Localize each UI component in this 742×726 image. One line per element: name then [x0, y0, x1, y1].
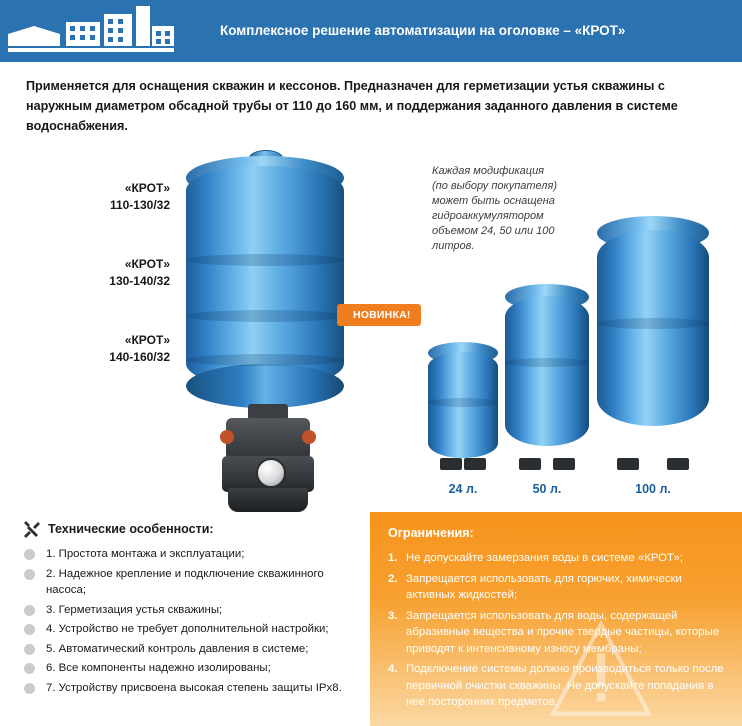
page-title: Комплексное решение автоматизации на оголовке – «КРОТ»	[220, 23, 626, 38]
list-item-number: 1.	[388, 552, 398, 564]
list-item	[388, 661, 726, 711]
list-item	[22, 641, 360, 658]
acc-foot	[617, 458, 639, 470]
intro-text: Применяется для оснащения скважин и кессонов. Предназначен для герметизации устья скважины с наружным диаметром обсадной трубы от 110 до 160 мм, и поддержания заданного давления в системе водоснабжения.	[26, 79, 678, 133]
acc-label: 100 л.	[635, 482, 671, 496]
wrench-screwdriver-icon	[22, 520, 40, 538]
model-label-code: 130-140/32	[109, 274, 170, 288]
model-label	[0, 180, 170, 214]
restrictions-list	[388, 550, 726, 711]
list-item-number: 3.	[388, 609, 398, 622]
list-item-text: 2. Надежное крепление и подключение скважинного насоса;	[46, 567, 324, 596]
page-header	[0, 0, 742, 62]
accumulator-24	[428, 320, 498, 496]
unit-side-cap	[302, 430, 316, 444]
list-item-text: Подключение системы должно производиться только после первичной очистки скважины. Не допускайте попадания в нее посторонних предметов.	[406, 663, 724, 708]
features-title: Технические особенности:	[48, 522, 214, 536]
bottom-section	[0, 512, 742, 726]
bullet-dot-icon	[24, 644, 35, 655]
acc-label: 50 л.	[532, 482, 562, 496]
bullet-dot-icon	[24, 624, 35, 635]
features-list	[22, 546, 360, 696]
bullet-dot-icon	[24, 683, 35, 694]
model-label-name: «КРОТ»	[124, 257, 170, 271]
main-tank-image	[186, 150, 344, 420]
list-item-text: Не допускайте замерзания воды в системе «КРОТ»;	[406, 552, 683, 564]
acc-foot	[440, 458, 462, 470]
acc-foot	[519, 458, 541, 470]
acc-seam	[428, 398, 498, 407]
list-item-text: 3. Герметизация устья скважины;	[46, 603, 223, 616]
features-header	[22, 520, 360, 538]
list-item	[22, 621, 360, 638]
model-label-name: «КРОТ»	[124, 333, 170, 347]
list-item	[388, 550, 726, 567]
accumulator-note: Каждая модификация (по выбору покупателя) может быть оснащена гидроаккумулятором объемом 24, 50 или 100 литров.	[432, 165, 558, 252]
list-item-text: 6. Все компоненты надежно изолированы;	[46, 662, 271, 674]
product-illustration	[0, 142, 742, 512]
restrictions-panel	[370, 512, 742, 726]
list-item-number: 2.	[388, 572, 398, 585]
bullet-dot-icon	[24, 663, 35, 674]
unit-base	[228, 488, 308, 512]
list-item-text: 5. Автоматический контроль давления в системе;	[46, 642, 309, 655]
list-item	[22, 680, 360, 697]
list-item-text: 1. Простота монтажа и эксплуатации;	[46, 548, 245, 560]
acc-foot	[667, 458, 689, 470]
model-label-code: 140-160/32	[109, 350, 170, 364]
wellhead-unit-image	[222, 404, 314, 514]
list-item-number: 4.	[388, 663, 398, 675]
features-panel	[0, 512, 370, 726]
unit-head	[226, 418, 310, 460]
acc-seam	[597, 318, 709, 329]
list-item	[388, 608, 726, 658]
logo	[0, 0, 220, 62]
list-item-text: 7. Устройству присвоена высокая степень защиты IPx8.	[46, 681, 342, 694]
acc-seam	[505, 358, 589, 367]
model-label	[0, 332, 170, 366]
unit-side-cap	[220, 430, 234, 444]
model-label-code: 110-130/32	[109, 198, 170, 212]
acc-foot	[553, 458, 575, 470]
pressure-gauge-icon	[256, 458, 286, 488]
acc-foot	[464, 458, 486, 470]
bullet-dot-icon	[24, 605, 35, 616]
factory-buildings-icon	[0, 0, 220, 62]
list-item-text: Запрещается использовать для горючих, химически активных жидкостей;	[406, 572, 682, 601]
model-label-name: «КРОТ»	[124, 181, 170, 195]
list-item	[22, 602, 360, 619]
restrictions-title: Ограничения:	[388, 526, 474, 540]
accumulator-50	[505, 284, 589, 496]
list-item	[388, 571, 726, 604]
accumulator-100	[597, 234, 709, 496]
bullet-dot-icon	[24, 569, 35, 580]
list-item	[22, 660, 360, 677]
acc-label: 24 л.	[448, 482, 478, 496]
tank-seam	[186, 354, 344, 366]
list-item	[22, 546, 360, 563]
tank-seam	[186, 254, 344, 266]
tank-bottom	[186, 364, 344, 408]
list-item-text: Запрещается использовать для воды, содержащей абразивные вещества и прочие твердые частицы, которые приводят к интенсивному износу мембраны;	[406, 609, 720, 655]
model-label-list	[0, 180, 182, 408]
list-item-text: 4. Устройство не требует дополнительной настройки;	[46, 623, 329, 635]
tank-seam	[186, 310, 344, 322]
novelty-badge: НОВИНКА!	[337, 304, 421, 326]
bullet-dot-icon	[24, 549, 35, 560]
acc-body	[505, 296, 589, 446]
list-item	[22, 566, 360, 599]
model-label	[0, 256, 170, 290]
